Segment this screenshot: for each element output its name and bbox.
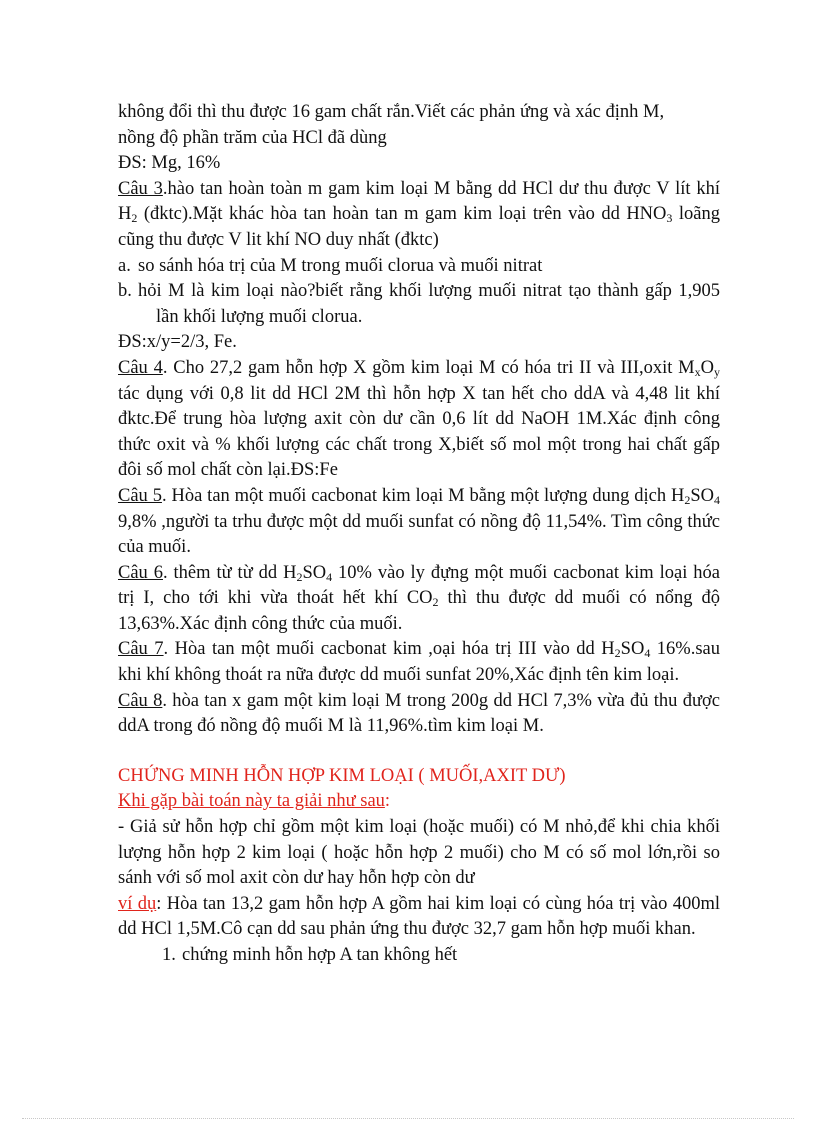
list-item — [118, 943, 720, 969]
question-6-text: SO — [302, 562, 327, 583]
question-3-text: loãng cũng thu được V lit khí NO duy nhất (đktc) — [118, 204, 720, 250]
subscript: y — [713, 364, 720, 379]
question-7-text: SO — [620, 639, 645, 660]
answer-3: ĐS:x/y=2/3, Fe. — [118, 332, 237, 353]
question-4-label: Câu 4 — [118, 357, 163, 378]
section-heading: CHỨNG MINH HỖN HỢP KIM LOẠI ( MUỐI,AXIT DƯ) — [118, 765, 566, 786]
question-5 — [118, 484, 720, 561]
question-3-text: (đktc).Mặt khác hòa tan hoàn tan m gam kim loại trên vào dd HNO — [137, 204, 667, 225]
question-6-label: Câu 6 — [118, 562, 163, 583]
subscript: 4 — [326, 569, 333, 584]
question-7-text: 16%.sau khi khí không thoát ra nữa được dd muối sunfat 20%,Xác định tên kim loại. — [118, 639, 720, 686]
subscript: x — [694, 364, 701, 379]
question-3 — [118, 177, 720, 254]
question-3-label: Câu 3 — [118, 178, 163, 199]
question-8-label: Câu 8 — [118, 690, 163, 711]
question-6-text: 10% vào ly đựng một muối cacbonat kim loại hóa trị I, cho tới khi vừa thoát hết khí CO — [118, 562, 720, 609]
example — [118, 892, 720, 943]
text-line: không đổi thì thu được 16 gam chất rắn.Viết các phản ứng và xác định M, — [118, 102, 665, 122]
question-4-text: tác dụng với 0,8 lit dd HCl 2M thì hỗn hợp X tan hết cho ddA và 4,48 lit khí đktc.Để trung hòa lượng axit còn dư cần 0,6 lít dd NaOH 1M.Xác định công thức oxit và % khối lượng các chất trong X,biết số mol một trong hai chất gấp đôi số mol chất còn lại.ĐS:Fe — [118, 383, 720, 481]
subscript: 4 — [714, 492, 720, 507]
question-5-text: . Hòa tan một muối cacbonat kim loại M bằng một lượng dung dịch H — [161, 485, 685, 506]
list-marker: a. — [118, 255, 131, 276]
list-marker: 1. — [162, 945, 176, 965]
list-item-text: so sánh hóa trị của M trong muối clorua và muối nitrat — [138, 255, 543, 276]
question-6-text: . thêm từ từ dd H — [162, 562, 297, 583]
subscript: 2 — [131, 211, 138, 226]
page-bottom-divider — [22, 1118, 794, 1119]
question-6-text: thì thu được dd muối có nổng độ 13,63%.Xác định công thức của muối. — [118, 588, 720, 634]
question-7-text: . Hòa tan một muối cacbonat kim ,oại hóa trị III vào dd H — [163, 639, 615, 660]
text-line: nồng độ phần trăm của HCl đã dùng — [118, 127, 387, 148]
section-subheading — [118, 789, 720, 815]
spacer — [118, 740, 720, 764]
question-4 — [118, 356, 720, 484]
example-label: ví dụ — [118, 893, 157, 914]
subscript: 2 — [684, 492, 691, 507]
question-5-text: 9,8% ,người ta trhu được một dd muối sunfat có nồng độ 11,54%. Tìm công thức của muối. — [118, 511, 720, 558]
question-7-label: Câu 7 — [118, 639, 164, 660]
list-item-text: chứng minh hỗn hợp A tan không hết — [182, 945, 458, 965]
list-item — [118, 254, 720, 280]
subscript: 2 — [432, 595, 439, 610]
subscript: 2 — [614, 646, 621, 661]
list-marker: b. — [118, 281, 132, 302]
document-body — [118, 100, 720, 969]
question-3-text: .hào tan hoàn toàn m gam kim loại M bằng dd HCl dư thu được V lít khí H — [118, 178, 720, 225]
question-5-label: Câu 5 — [118, 485, 162, 506]
section-body: - Giả sử hỗn hợp chỉ gồm một kim loại (hoặc muối) có M nhỏ,để khi chia khối lượng hỗn hợp 2 kim loại ( hoặc hỗn hợp 2 muối) cho M có số mol lớn,rồi so sánh với số mol axit còn dư hay hỗn hợp còn dư — [118, 817, 720, 889]
question-6 — [118, 561, 720, 638]
example-text: : Hòa tan 13,2 gam hỗn hợp A gồm hai kim loại có cùng hóa trị vào 400ml dd HCl 1,5M.Cô cạn dd sau phản ứng thu được 32,7 gam hỗn hợp muối khan. — [118, 893, 721, 940]
answer-1: ĐS: Mg, 16% — [118, 153, 221, 174]
paragraph-continuation — [118, 100, 720, 151]
question-7 — [118, 637, 720, 688]
subscript: 3 — [666, 211, 673, 226]
list-item-text: hỏi M là kim loại nào?biết rằng khối lượng muối nitrat tạo thành gấp 1,905 lần khối lượng muối clorua. — [138, 281, 720, 327]
subheading-colon: : — [384, 791, 391, 812]
question-4-text: . Cho 27,2 gam hỗn hợp X gồm kim loại M có hóa tri II và III,oxit M — [162, 357, 695, 378]
question-8-text: . hòa tan x gam một kim loại M trong 200g dd HCl 7,3% vừa đủ thu được ddA trong đó nồng độ muối M là 11,96%.tìm kim loại M. — [118, 690, 720, 737]
question-8 — [118, 689, 720, 740]
question-4-text: O — [700, 357, 714, 378]
subscript: 2 — [296, 569, 303, 584]
subscript: 4 — [644, 646, 651, 661]
subheading-text: Khi gặp bài toán này ta giải như sau — [118, 791, 385, 812]
question-5-text: SO — [690, 485, 714, 506]
list-item — [118, 279, 720, 330]
